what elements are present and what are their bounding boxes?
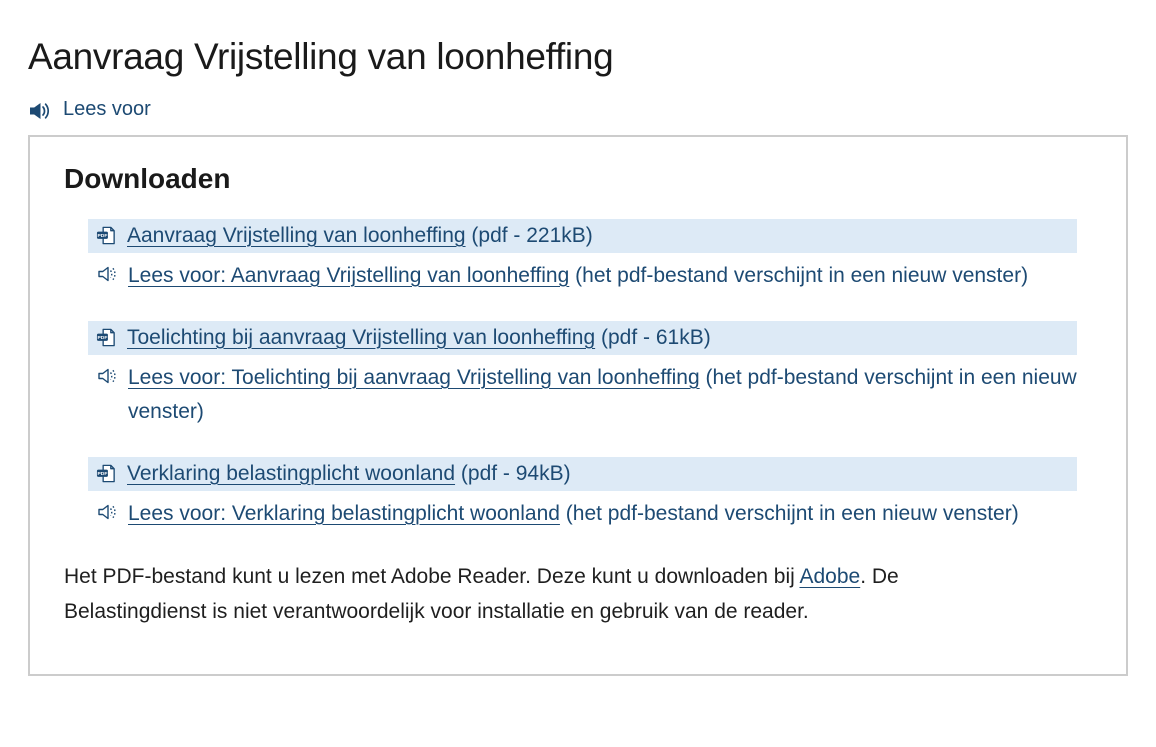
downloads-heading: Downloaden [64, 162, 231, 194]
download-group [88, 321, 1092, 431]
download-group [88, 457, 1092, 533]
pdf-download-link[interactable]: Verklaring belastingplicht woonland [127, 461, 456, 485]
new-window-meta: (het pdf-bestand verschijnt in een nieuw venster) [565, 501, 1019, 525]
page-title: Aanvraag Vrijstelling van loonheffing [28, 36, 614, 77]
speaker-filled-icon [28, 99, 52, 123]
pdf-size-meta: (pdf - 61kB) [600, 325, 711, 349]
svg-text:PDF: PDF [97, 472, 108, 478]
read-aloud-row[interactable] [88, 359, 1092, 431]
pdf-download-link[interactable]: Toelichting bij aanvraag Vrijstelling van loonheffing [127, 325, 596, 349]
read-aloud-pdf-link[interactable]: Lees voor: Aanvraag Vrijstelling van loonheffing [128, 263, 570, 287]
pdf-download-row[interactable] [88, 321, 1077, 355]
new-window-meta: (het pdf-bestand verschijnt in een nieuw venster) [128, 365, 1077, 423]
pdf-download-link[interactable]: Aanvraag Vrijstelling van loonheffing [127, 223, 466, 247]
read-aloud-row[interactable] [88, 257, 1092, 295]
speaker-outline-icon [96, 365, 118, 387]
adobe-link[interactable]: Adobe [799, 564, 861, 588]
pdf-size-meta: (pdf - 94kB) [460, 461, 571, 485]
downloads-panel [28, 135, 1128, 676]
note-text-before: Het PDF-bestand kunt u lezen met Adobe Reader. Deze kunt u downloaden bij [64, 564, 795, 588]
read-aloud-pdf-link[interactable]: Lees voor: Verklaring belastingplicht woonland [128, 501, 560, 525]
speaker-outline-icon [96, 501, 118, 523]
pdf-download-row[interactable] [88, 457, 1077, 491]
read-aloud-label: Lees voor [63, 98, 151, 121]
pdf-file-icon [96, 327, 117, 348]
pdf-file-icon [96, 463, 117, 484]
download-group [88, 219, 1092, 295]
pdf-download-row[interactable] [88, 219, 1077, 253]
pdf-size-meta: (pdf - 221kB) [471, 223, 593, 247]
speaker-outline-icon [96, 263, 118, 285]
adobe-reader-note [64, 559, 1029, 629]
note-text-after: . De Belastingdienst is niet verantwoordelijk voor installatie en gebruik van de reader. [64, 564, 899, 623]
read-aloud-pdf-link[interactable]: Lees voor: Toelichting bij aanvraag Vrijstelling van loonheffing [128, 365, 700, 389]
new-window-meta: (het pdf-bestand verschijnt in een nieuw venster) [575, 263, 1029, 287]
downloads-list [88, 219, 1092, 533]
svg-text:PDF: PDF [97, 336, 108, 342]
read-aloud-link[interactable] [28, 97, 151, 123]
svg-text:PDF: PDF [97, 234, 108, 240]
read-aloud-row[interactable] [88, 495, 1092, 533]
pdf-file-icon [96, 225, 117, 246]
